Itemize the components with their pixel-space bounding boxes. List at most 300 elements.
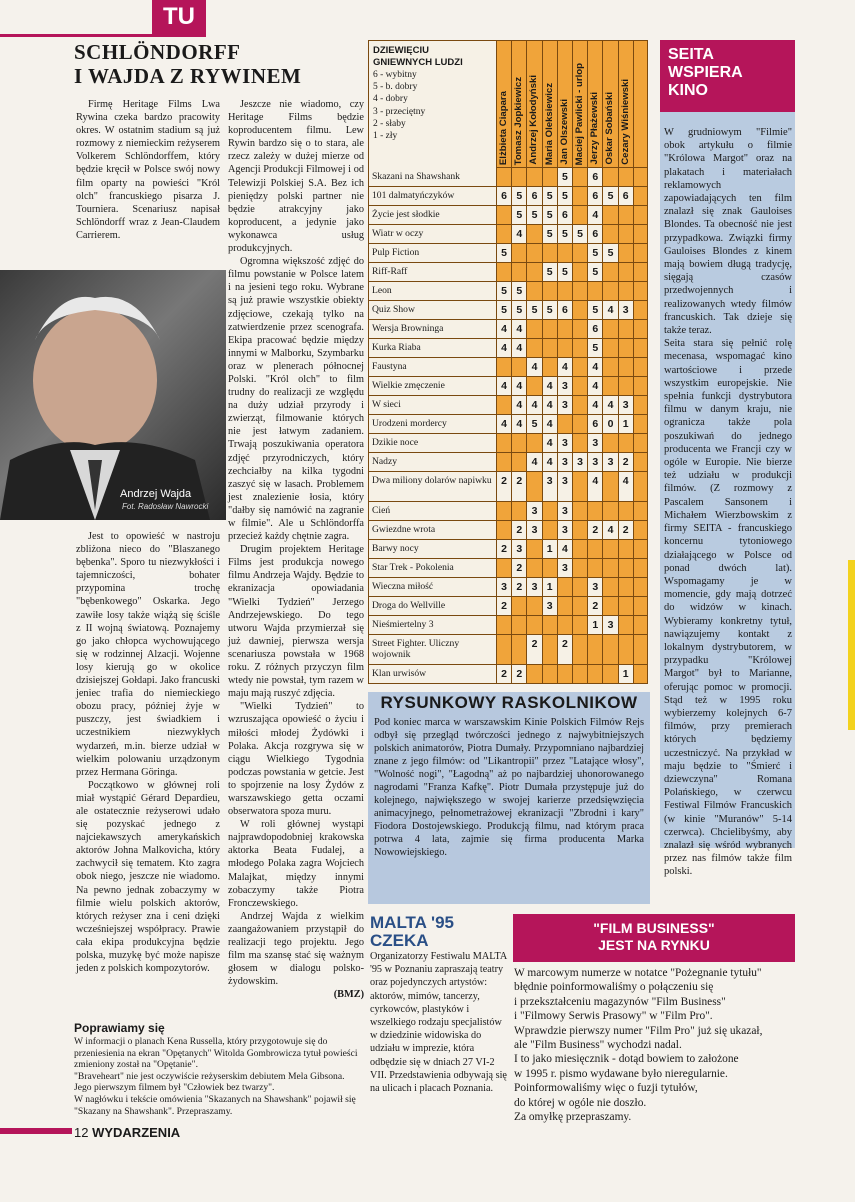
score-cell <box>527 472 542 501</box>
film-title-cell: Droga do Wellville <box>369 597 497 615</box>
score-cell <box>573 320 588 338</box>
rating-scale-item: 2 - słaby <box>373 118 406 129</box>
critic-column-header <box>558 41 573 169</box>
paragraph: Andrzej Wajda z wielkim zaangażowaniem przystąpił do realizacji tego projektu. Jego film ma szansę stać się ważnym głosem w dialogu polsko-żydowskim. <box>228 910 364 988</box>
score-cell <box>527 616 542 634</box>
photo-credit: Fot. Radosław Nawrocki <box>122 502 209 511</box>
score-cell <box>573 263 588 281</box>
score-cell: 3 <box>603 616 618 634</box>
critic-column-header <box>573 41 588 169</box>
rysunkowy-text: Pod koniec marca w warszawskim Kinie Polskich Filmów Rejs odbył się przegląd twórczości jednego z najwybitniejszych polskich animatorów, Piotra Dumały. Przypomniano najbardziej znane z jego filmów: od "Likantropii" przez "Latające włosy", "Wolność nogi", "Łagodną" aż po najbardziej uhonorowanego nagrodami "Franza Kafkę". Piotr Dumała przystępuje już do kolejnego, największego w swojej karierze przedsięwzięcia animacyjnego, pełnometrażowej ekranizacji "Zbrodni i kary" Fiodora Dostojewskiego. Produkcją filmu, nad którym praca potrwa 4 lata, zajmie się firma producenta Marka Nowowiejskiego. <box>374 717 644 858</box>
film-title-cell: 101 dalmatyńczyków <box>369 187 497 205</box>
score-cell: 3 <box>512 540 527 558</box>
score-cell <box>497 635 512 664</box>
score-cell: 4 <box>497 339 512 357</box>
table-row <box>368 206 648 225</box>
score-cell <box>573 597 588 615</box>
film-business-line: ale "Film Business" wychodzi nadal. <box>514 1039 682 1052</box>
score-cell: 5 <box>558 168 573 186</box>
score-cell: 5 <box>497 301 512 319</box>
film-title-cell: Cień <box>369 502 497 520</box>
score-cell <box>603 225 618 243</box>
score-cell <box>573 665 588 683</box>
score-cell: 6 <box>558 301 573 319</box>
score-cell: 4 <box>543 453 558 471</box>
ratings-title-line-1: DZIEWIĘCIU <box>373 45 429 56</box>
score-cell: 3 <box>619 396 634 414</box>
rating-scale-item: 6 - wybitny <box>373 70 417 80</box>
score-cell <box>543 358 558 376</box>
score-cell: 4 <box>512 225 527 243</box>
score-cell <box>603 540 618 558</box>
critic-name: Elżbieta Ciapara <box>498 90 509 165</box>
score-cell: 2 <box>497 472 512 501</box>
film-title-cell: Faustyna <box>369 358 497 376</box>
film-business-line: i "Filmowy Serwis Prasowy" w "Film Pro". <box>514 1010 713 1023</box>
score-cell <box>573 502 588 520</box>
score-cell <box>497 263 512 281</box>
score-cell <box>573 168 588 186</box>
score-cell: 4 <box>543 434 558 452</box>
score-cell: 5 <box>512 187 527 205</box>
score-cell: 6 <box>558 206 573 224</box>
score-cell <box>573 635 588 664</box>
score-cell: 3 <box>558 521 573 539</box>
score-cell: 5 <box>512 301 527 319</box>
score-cell: 2 <box>497 597 512 615</box>
score-cell <box>543 635 558 664</box>
score-cell <box>603 358 618 376</box>
score-cell: 1 <box>543 578 558 596</box>
seita-text <box>664 126 792 879</box>
score-cell: 4 <box>497 415 512 433</box>
score-cell <box>512 434 527 452</box>
seita-box <box>660 40 795 878</box>
film-title-cell: Quiz Show <box>369 301 497 319</box>
score-cell: 2 <box>558 635 573 664</box>
score-cell: 2 <box>588 597 603 615</box>
score-cell: 6 <box>588 187 603 205</box>
score-cell: 4 <box>512 415 527 433</box>
film-business-line: w 1995 r. pismo wydawane było nieregularnie. <box>514 1067 728 1080</box>
score-cell <box>603 339 618 357</box>
critic-name: Jerzy Płażewski <box>589 92 601 165</box>
score-cell: 2 <box>527 635 542 664</box>
critic-column-header <box>619 41 634 169</box>
score-cell: 4 <box>527 396 542 414</box>
score-cell <box>619 616 634 634</box>
score-cell <box>527 377 542 395</box>
score-cell: 5 <box>543 301 558 319</box>
score-cell <box>497 225 512 243</box>
film-title-cell: Życie jest słodkie <box>369 206 497 224</box>
table-row <box>368 282 648 301</box>
table-row <box>368 263 648 282</box>
seita-title-line-2: WSPIERA <box>668 64 743 81</box>
score-cell: 3 <box>527 521 542 539</box>
critic-column-header <box>512 41 527 169</box>
table-row <box>368 578 648 597</box>
score-cell: 5 <box>527 415 542 433</box>
score-cell: 2 <box>619 521 634 539</box>
paragraph: W roli głównej wystąpi najprawdopodobniej krakowska aktorka Beata Fudalej, a młodego Polaka zagra Wojciech Malajkat, między innymi zobaczymy także Piotra Fronczewskiego. <box>228 819 364 909</box>
film-business-line: Za omyłkę przepraszamy. <box>514 1111 632 1124</box>
score-cell: 4 <box>543 396 558 414</box>
critic-name: Jan Olszewski <box>558 99 570 165</box>
correction-text <box>74 1036 364 1117</box>
score-cell <box>573 396 588 414</box>
score-cell <box>497 396 512 414</box>
score-cell: 1 <box>619 415 634 433</box>
paragraph: Drugim projektem Heritage Films jest produkcja nowego filmu Andrzeja Wajdy. Będzie to ekranizacja opowiadania "Wielki Tydzień" Jerzego Andrzejewskiego. Do tego utworu Wajda przymierzał się już dawniej, pierwsza wersja scenariusza powstała w 1968 roku. Z różnych przyczyn film wtedy nie powstał, tym razem w maju mają ruszyć zdjęcia. <box>228 544 364 700</box>
score-cell: 5 <box>558 263 573 281</box>
score-cell <box>603 635 618 664</box>
score-cell <box>603 282 618 300</box>
score-cell: 2 <box>619 453 634 471</box>
score-cell: 4 <box>512 396 527 414</box>
score-cell <box>573 559 588 577</box>
correction-item: W nagłówku i tekście omówienia "Skazanych na Shawshank" pojawił się "Skazany na Shawshank". Przepraszamy. <box>74 1093 356 1117</box>
score-cell: 6 <box>497 187 512 205</box>
score-cell <box>558 244 573 262</box>
critic-column-header <box>497 41 512 169</box>
article-column-2 <box>228 98 364 1001</box>
score-cell <box>512 597 527 615</box>
correction-item: "Braveheart" nie jest oczywiście reżyserskim debiutem Mela Gibsona. Jego pierwszym filmem był "Człowiek bez twarzy". <box>74 1070 345 1094</box>
score-cell <box>558 597 573 615</box>
score-cell <box>543 168 558 186</box>
score-cell <box>588 665 603 683</box>
film-title-cell: Nieśmiertelny 3 <box>369 616 497 634</box>
film-title-cell: Barwy nocy <box>369 540 497 558</box>
paragraph: Jest to opowieść w nastroju zbliżona nieco do "Blaszanego bębenka". Sporo tu niezwykłości i tajemniczości, bohater przypomina trochę "bębenkowego" Oskarka. Jego zawiłe losy także wiążą się ściśle z II wojną światową. Poznajemy go jako chłopca wychowującego się w rodzinnej Alzacji. Wojenne losy kierują go w okolice dzisiejszej Gołdapi. Jako francuski jeniec trafia do niemieckiego obozu pracy, później żyje w puszczy, jest świadkiem i uczestnikiem niezwykłych wydarzeń, m.in. bierze udział w wielkim polowaniu urządzonym przez Hermana Göringa. <box>76 531 220 778</box>
score-cell: 5 <box>497 282 512 300</box>
ratings-table <box>368 40 648 680</box>
rating-scale-item: 4 - dobry <box>373 94 408 105</box>
correction-item: W informacji o planach Kena Russella, który przygotowuje się do przeniesienia na ekran "Opętanych" Witolda Gombrowicza tytuł powieści zmieniony został na "Opętanie". <box>74 1036 358 1071</box>
score-cell <box>573 244 588 262</box>
score-cell <box>573 415 588 433</box>
table-row <box>368 635 648 665</box>
table-row <box>368 415 648 434</box>
table-row <box>368 377 648 396</box>
score-cell: 5 <box>527 206 542 224</box>
score-cell <box>588 540 603 558</box>
table-row <box>368 320 648 339</box>
film-business-title <box>513 914 795 962</box>
score-cell <box>573 282 588 300</box>
paragraph: W grudniowym "Filmie" obok artykułu o filmie "Królowa Margot" oraz na plakatach i materiałach reklamowych zapowiadających ten film znalazł się znak Gauloises Blondes. Ta obecność nie jest przypadkowa. Związki firmy Gauloises Blondes z kinem mają bowiem długą tradycję, sięgają czasów przedwojennych i realizowanych wtedy filmów francuskich. Tak dzieje się także teraz. <box>664 127 792 337</box>
score-cell <box>603 578 618 596</box>
score-cell: 4 <box>588 358 603 376</box>
score-cell <box>573 187 588 205</box>
score-cell: 6 <box>588 168 603 186</box>
score-cell <box>497 206 512 224</box>
malta-text: Organizatorzy Festiwalu MALTA '95 w Poznaniu zapraszają teatry oraz pojedynczych artystów: aktorów, mimów, tancerzy, cyrkowców, plastyków i wszelkiego rodzaju specjalistów w dziedzinie widowiska do udziału w imprezie, która odbędzie się w dniach 27 VI-2 VII. Przedstawienia odbywają się na ulicach i placach Poznania. <box>370 951 507 1095</box>
score-cell <box>527 244 542 262</box>
article-headline <box>74 40 374 88</box>
score-cell: 5 <box>588 244 603 262</box>
score-cell: 3 <box>558 434 573 452</box>
seita-title <box>660 40 795 112</box>
score-cell <box>603 320 618 338</box>
film-business-line: do której w ogóle nie doszło. <box>514 1096 647 1109</box>
table-row <box>368 168 648 187</box>
page-footer <box>74 1125 180 1140</box>
score-cell <box>619 339 634 357</box>
score-cell: 5 <box>573 225 588 243</box>
critic-column-header <box>527 41 542 169</box>
score-cell: 4 <box>588 377 603 395</box>
score-cell <box>603 559 618 577</box>
table-row <box>368 616 648 635</box>
score-cell <box>543 320 558 338</box>
score-cell: 3 <box>497 578 512 596</box>
score-cell <box>573 472 588 501</box>
score-cell <box>527 263 542 281</box>
score-cell <box>512 635 527 664</box>
score-cell <box>543 616 558 634</box>
paragraph: "Wielki Tydzień" to wzruszająca opowieść o życiu i miłości młodej Żydówki i Polaka. Akcja rozgrywa się w ciągu Wielkiego Tygodnia podczas powstania w getcie. Jest to spojrzenie na losy Żydów z warszawskiego getta oczami obserwatora spoza muru. <box>228 701 364 818</box>
author-signature: (BMZ) <box>333 989 364 1001</box>
score-cell <box>543 339 558 357</box>
malta-title <box>370 914 454 950</box>
critic-name: Tomasz Jopkiewicz <box>513 76 525 165</box>
critic-name: Andrzej Kołodyński <box>528 75 540 165</box>
score-cell <box>543 521 558 539</box>
paragraph: Początkowo w głównej roli miał wystąpić Gérard Depardieu, ale ostatecznie reżyserowi udało się pozyskać jednego z najciekawszych amerykańskich aktorów Johna Malkovicha, który zachwycił się tematem. Kto zagra obok niego, jeszcze nie wiadomo. Na pewno jednak zobaczymy w filmie wielu polskich aktorów, których reżyser zna i ceni dzięki wcześniejszej współpracy. Prawie cała ekipa produkcyjna będzie polska, muzykę być może napisze jeden z polskich kompozytorów. <box>76 779 220 975</box>
score-cell <box>619 263 634 281</box>
score-cell <box>527 434 542 452</box>
score-cell <box>512 244 527 262</box>
score-cell <box>543 665 558 683</box>
table-row <box>368 559 648 578</box>
rating-scale-item: 3 - przeciętny <box>373 106 426 117</box>
score-cell: 4 <box>497 377 512 395</box>
score-cell: 6 <box>588 415 603 433</box>
score-cell: 5 <box>543 206 558 224</box>
score-cell <box>603 377 618 395</box>
seita-title-line-3: KINO <box>668 82 708 99</box>
score-cell: 5 <box>558 187 573 205</box>
score-cell: 4 <box>512 320 527 338</box>
score-cell <box>558 578 573 596</box>
score-cell: 3 <box>558 453 573 471</box>
score-cell <box>619 282 634 300</box>
score-cell <box>619 377 634 395</box>
score-cell: 3 <box>573 453 588 471</box>
score-cell <box>573 301 588 319</box>
table-row <box>368 187 648 206</box>
paragraph: Firmę Heritage Films Lwa Rywina czeka bardzo pracowity okres. W ostatnim stadium są już rozmowy z niemieckim reżyserem Volkerem Schlöndorffem, który będzie kręcił w Polsce swój nowy film oparty na powieści "Król olch" francuskiego pisarza J. Tourniera. Scenariusz napisał Schlöndorff wraz z Jean-Claudem Carrierem. <box>76 99 220 241</box>
paragraph: Seita stara się pełnić rolę mecenasa, wspomagać kino wartościowe i przede wszystkim europejskie. Nie spełnia funkcji dystrybutora filmu w danym kraju, nie ogranicza także pola poszukiwań do jednego producenta we Francji czy w ogóle w Europie. Nie bierze też udziału w produkcji filmów. (Z rozmowy z Pascalem Sansonem i Michałem Wierzbowskim z firmy SEITA - francuskiego koncernu tytoniowego działającego w Polsce od ponad dwóch lat). Wspomagamy je w momencie, gdy mają dotrzeć do widzów w kinach. Wybieramy konkretny tytuł, nawiązujemy kontakt z lokalnym dystrybutorem, w przypadku "Królowej Margot" był to Marianne, oferując pomoc w promocji. Stąd też w 1995 roku wybierzemy kolejnych 6-7 filmów, przy premierach których będziemy uczestniczyć. Na przykład w maju będzie to "Śmierć i dziewczyna" Romana Polańskiego, w czerwcu Festiwal Filmów Francuskich (w kinie "Muranów" 5-14 czerwca). Chcielibyśmy, aby znalazł się wśród wybranych przez nas filmów także film polski. <box>664 338 792 878</box>
score-cell: 3 <box>558 377 573 395</box>
critic-column-header <box>588 41 603 169</box>
score-cell <box>603 502 618 520</box>
page-number: 12 <box>74 1125 89 1140</box>
film-title-cell: Riff-Raff <box>369 263 497 281</box>
score-cell: 3 <box>527 502 542 520</box>
score-cell <box>543 244 558 262</box>
rating-scale-item: 5 - b. dobry <box>373 82 418 93</box>
score-cell: 3 <box>543 472 558 501</box>
score-cell: 3 <box>558 559 573 577</box>
score-cell: 3 <box>588 578 603 596</box>
score-cell: 4 <box>543 377 558 395</box>
score-cell <box>619 206 634 224</box>
malta-title-line-2: CZEKA <box>370 931 429 950</box>
film-title-cell: Urodzeni mordercy <box>369 415 497 433</box>
score-cell <box>497 168 512 186</box>
score-cell: 6 <box>619 187 634 205</box>
score-cell <box>558 616 573 634</box>
score-cell <box>573 578 588 596</box>
table-row <box>368 540 648 559</box>
score-cell: 4 <box>497 320 512 338</box>
score-cell <box>603 263 618 281</box>
film-business-line: Wprawdzie pierwszy numer "Film Pro" już się ukazał, <box>514 1024 763 1037</box>
score-cell <box>573 206 588 224</box>
score-cell <box>512 358 527 376</box>
score-cell: 4 <box>527 358 542 376</box>
score-cell <box>527 665 542 683</box>
score-cell: 5 <box>512 206 527 224</box>
score-cell <box>619 635 634 664</box>
film-title-cell: Wielkie zmęczenie <box>369 377 497 395</box>
score-cell <box>527 339 542 357</box>
table-row <box>368 472 648 502</box>
film-title-cell: Gwiezdne wrota <box>369 521 497 539</box>
score-cell: 5 <box>497 244 512 262</box>
score-cell <box>603 434 618 452</box>
score-cell: 3 <box>558 396 573 414</box>
score-cell: 4 <box>603 396 618 414</box>
table-row <box>368 453 648 472</box>
score-cell <box>497 453 512 471</box>
score-cell: 1 <box>543 540 558 558</box>
score-cell: 4 <box>603 521 618 539</box>
ratings-table-header <box>368 40 648 168</box>
table-row <box>368 301 648 320</box>
paragraph: Jeszcze nie wiadomo, czy Heritage Films będzie koproducentem filmu. Lew Rywin bardzo się o to stara, ale rzecz zależy w dużej mierze od Agencji Produkcji Filmowej i od Telewizji Polskiej S.A. Bez ich pieniędzy polski partner nie będzie atrakcyjny jako koproducent, a jedynie jako wykonawca usług produkcyjnych. <box>228 99 364 255</box>
score-cell <box>619 320 634 338</box>
score-cell: 6 <box>588 225 603 243</box>
score-cell <box>558 339 573 357</box>
score-cell: 4 <box>603 301 618 319</box>
score-cell: 2 <box>588 521 603 539</box>
score-cell <box>603 206 618 224</box>
score-cell: 3 <box>588 453 603 471</box>
score-cell: 2 <box>512 665 527 683</box>
film-business-line: i przekształceniu magazynów "Film Business" <box>514 995 726 1008</box>
score-cell <box>619 434 634 452</box>
score-cell <box>527 540 542 558</box>
table-row <box>368 225 648 244</box>
score-cell <box>527 282 542 300</box>
score-cell: 5 <box>543 263 558 281</box>
score-cell <box>558 665 573 683</box>
score-cell <box>619 502 634 520</box>
edge-color-bar <box>848 560 855 730</box>
score-cell <box>497 559 512 577</box>
film-title-cell: Leon <box>369 282 497 300</box>
critic-column-header <box>543 41 558 169</box>
correction-title: Poprawiamy się <box>74 1021 165 1035</box>
score-cell: 5 <box>558 225 573 243</box>
score-cell <box>603 665 618 683</box>
score-cell: 5 <box>603 187 618 205</box>
score-cell <box>512 502 527 520</box>
score-cell: 4 <box>543 415 558 433</box>
score-cell: 6 <box>588 320 603 338</box>
score-cell <box>543 502 558 520</box>
table-row <box>368 502 648 521</box>
score-cell <box>573 358 588 376</box>
score-cell: 3 <box>543 597 558 615</box>
score-cell <box>588 282 603 300</box>
film-title-cell: Wieczna miłość <box>369 578 497 596</box>
score-cell <box>558 320 573 338</box>
score-cell <box>603 472 618 501</box>
score-cell <box>527 559 542 577</box>
table-row <box>368 597 648 616</box>
score-cell <box>619 540 634 558</box>
score-cell: 3 <box>603 453 618 471</box>
critic-name: Cezary Wiśniewski <box>619 79 631 165</box>
score-cell: 2 <box>512 578 527 596</box>
film-business-line: błędnie poinformowaliśmy o połączeniu się <box>514 981 714 994</box>
score-cell <box>573 339 588 357</box>
film-business-text <box>514 966 796 1124</box>
score-cell <box>558 282 573 300</box>
score-cell <box>512 453 527 471</box>
film-title-cell: Dzikie noce <box>369 434 497 452</box>
ratings-legend <box>369 41 497 169</box>
score-cell: 4 <box>588 472 603 501</box>
score-cell <box>527 597 542 615</box>
table-row <box>368 358 648 377</box>
score-cell <box>497 434 512 452</box>
critic-column-header <box>603 41 618 169</box>
seita-title-line-1: SEITA <box>668 46 714 63</box>
score-cell <box>512 616 527 634</box>
headline-line-2: I WAJDA Z RYWINEM <box>74 64 302 88</box>
table-row <box>368 521 648 540</box>
score-cell <box>573 434 588 452</box>
score-cell <box>527 168 542 186</box>
score-cell: 1 <box>619 665 634 683</box>
table-row <box>368 244 648 263</box>
score-cell: 5 <box>543 187 558 205</box>
score-cell: 2 <box>512 559 527 577</box>
score-cell <box>512 168 527 186</box>
rysunkowy-box <box>368 692 650 904</box>
film-title-cell: Star Trek - Pokolenia <box>369 559 497 577</box>
score-cell <box>619 244 634 262</box>
score-cell <box>619 578 634 596</box>
score-cell <box>543 559 558 577</box>
film-title-cell: Street Fighter. Uliczny wojownik <box>369 635 497 664</box>
film-title-cell: Wersja Browninga <box>369 320 497 338</box>
score-cell <box>619 168 634 186</box>
score-cell: 4 <box>619 472 634 501</box>
score-cell: 3 <box>558 472 573 501</box>
score-cell <box>543 282 558 300</box>
score-cell: 3 <box>558 502 573 520</box>
article-column-1-bottom <box>76 530 220 975</box>
footer-section: WYDARZENIA <box>92 1125 181 1140</box>
photo-caption: Andrzej Wajda <box>120 488 192 500</box>
